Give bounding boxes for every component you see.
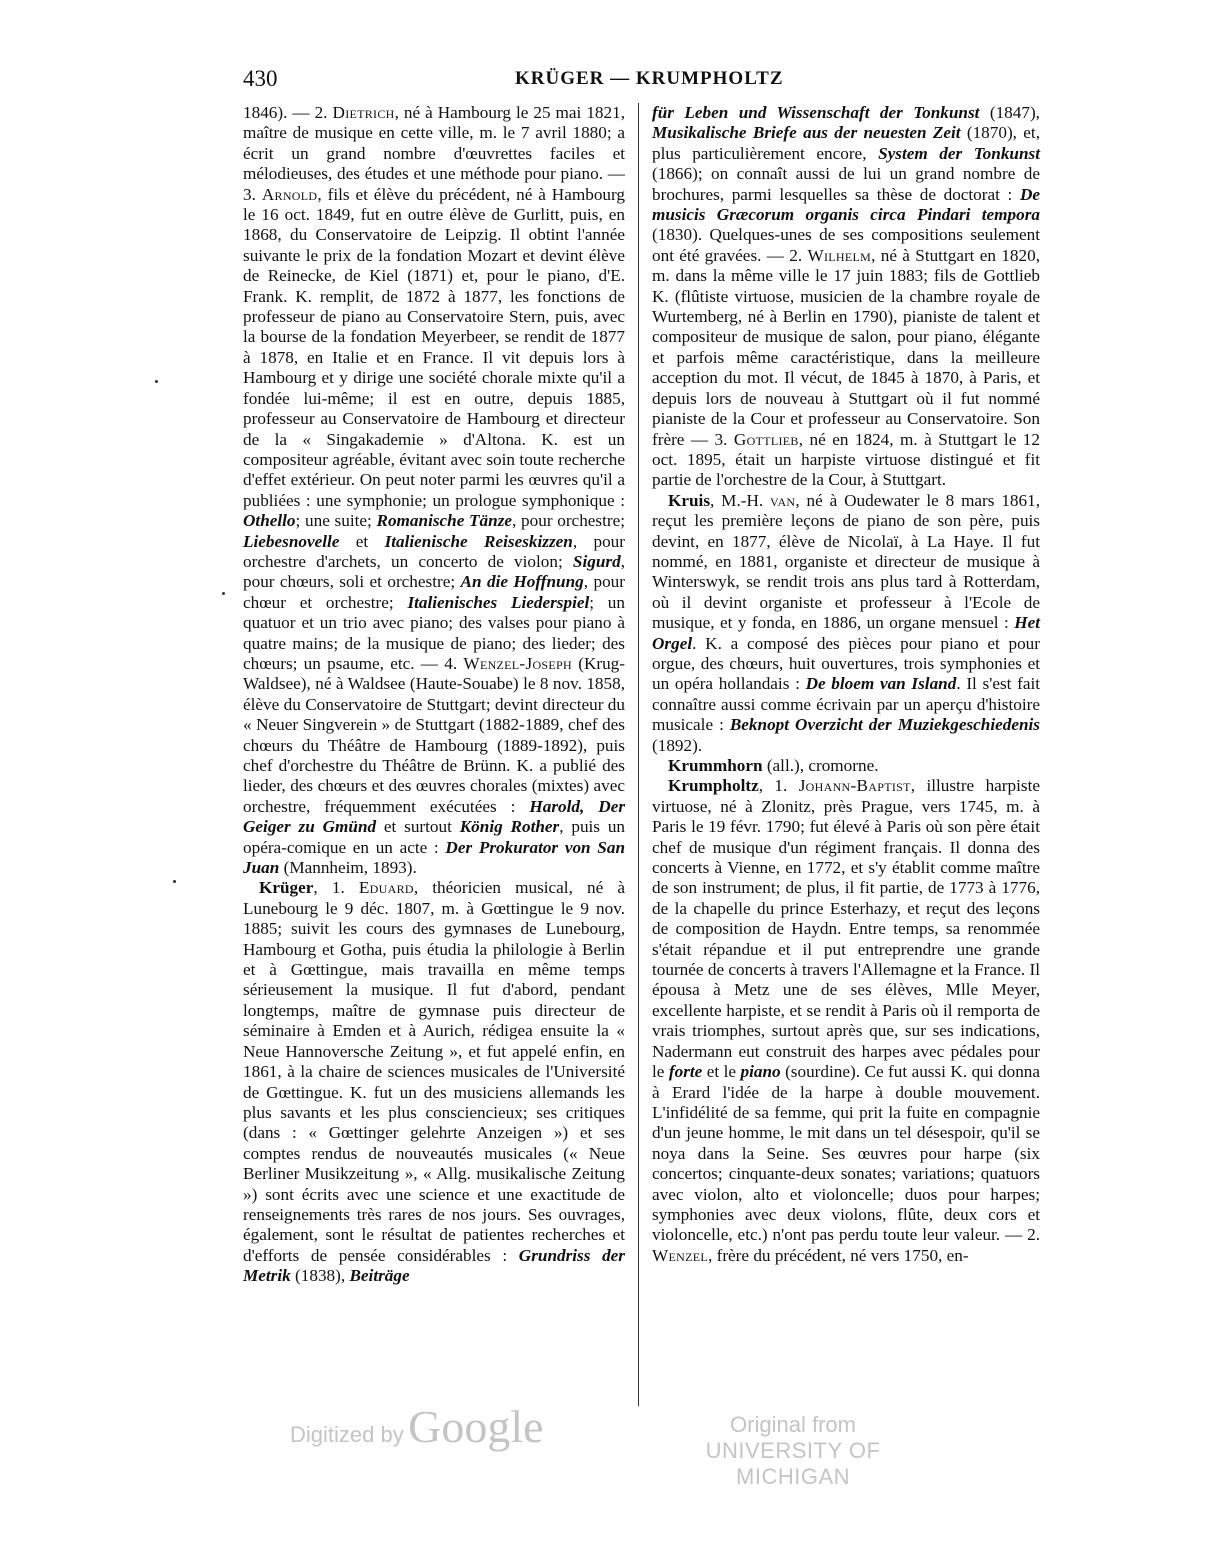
title-othello: Othello xyxy=(243,511,296,531)
title-liederspiel: Italienisches Liederspiel xyxy=(407,592,590,612)
name-johann-baptist: Johann-Baptist xyxy=(798,776,911,796)
title-romanische-tanze: Romanische Tänze xyxy=(376,511,513,531)
title-leben: für Leben und Wissenschaft der Tonkunst xyxy=(652,103,980,122)
title-grundriss: Grundriss der Metrik xyxy=(243,1245,625,1286)
page-number: 430 xyxy=(243,66,278,91)
entry-kruger: Krüger, 1. Eduard, théoricien musical, né à Lunebourg le 9 déc. 1807, m. à Gœttingue le 9 nov. 1885; suivit les cours des gymnases de Lunebourg, Hambourg et Gotha, puis étudia la philologie à Berlin et à Gœttingue, mais travailla en même temps sérieusement la musique. Il fut d'abord, pendant longtemps, maître de gymnase puis directeur de séminaire à Emden et à Aurich, rédigea ensuite la « Neue Hannoversche Zeitung », et fut appelé enfin, en 1861, à la chaire de sciences musicales de l'Université de Gœttingue. K. fut un des musiciens allemands les plus savants et les plus consciencieux; ses critiques (dans : « Gœttinger gelehrte Anzeigen ») et ses comptes rendus de nouveautés musicales (« Neue Berliner Musikzeitung », « Allg. musikalische Zeitung ») sont écrits avec une science et une exactitude de renseignements très rares de nos jours. Ses ouvrages, également, sont le résultat de patientes recherches et d'efforts de pensée considérables : Grundriss der Metrik (1838), Beiträge xyxy=(243,878,625,1286)
title-liebesnovelle: Liebesnovelle xyxy=(243,531,340,551)
left-column xyxy=(243,103,625,1287)
entry-kruger-continued: 1846). — 2. Dietrich, né à Hambourg le 25 mai 1821, maître de musique en cette ville, m. le 7 avril 1880; a écrit un grand nombre d'œuvrettes faciles et mélodieuses, des études et une méthode pour piano. — 3. Arnold, fils et élève du précédent, né à Hambourg le 16 oct. 1849, fut en outre élève de Gurlitt, puis, en 1868, du Conservatoire de Leipzig. Il obtint l'année suivante le prix de la fondation Mozart et devint élève de Reinecke, de Kiel (1871) et, pour le piano, d'E. Frank. K. remplit, de 1872 à 1877, les fonctions de professeur de piano au Conservatoire Stern, puis, avec la bourse de la fondation Meyerbeer, se rendit de 1877 à 1878, en Italie et en France. Il vit depuis lors à Hambourg et y dirige une société chorale mixte qu'il a fondée lui-même; il est en outre, depuis 1885, professeur au Conservatoire de Hambourg et directeur de la « Singakademie » d'Altona. K. est un compositeur agréable, évitant avec soin toute recherche d'effet extérieur. On peut noter parmi les œuvres qu'il a publiées : une symphonie; un prologue symphonique : Othello; une suite; Romanische Tänze, pour orchestre; Liebesnovelle et Italienische Reiseskizzen, pour orchestre d'archets, un concerto de violon; Sigurd, pour chœurs, soli et orchestre; An die Hoffnung, pour chœur et orchestre; Italienisches Liederspiel; un quatuor et un trio avec piano; des valses pour piano à quatre mains; de la musique de piano; des lieder; des chœurs; un psaume, etc. — 4. Wenzel-Joseph (Krug-Waldsee), né à Waldsee (Haute-Souabe) le 8 nov. 1858, élève du Conservatoire de Stuttgart; devint directeur du « Neuer Singverein » de Stuttgart (1882-1889, chef des chœurs du Théâtre de Hambourg (1889-1892), puis chef d'orchestre du Théâtre de Brünn. K. a publié des lieder, des chœurs et des œuvres chorales (mixtes) avec orchestre, fréquemment exécutées : Harold, Der Geiger zu Gmünd et surtout König Rother, puis un opéra-comique en un acte : Der Prokurator von San Juan (Mannheim, 1893). xyxy=(243,103,626,878)
title-beknopt: Beknopt Overzicht der Muziekgeschiedenis xyxy=(729,715,1040,735)
title-het-orgel: Het Orgel xyxy=(652,613,1040,653)
entry-krummhorn: Krummhorn (all.), cromorne. xyxy=(668,756,879,775)
google-logo: Google xyxy=(408,1401,544,1452)
name-dietrich: Dietrich xyxy=(332,103,395,122)
entry-krumpholtz: Krumpholtz, 1. Johann-Baptist, illustre harpiste virtuose, né à Zlonitz, près Prague, vers 1745, m. à Paris le 19 févr. 1790; fut élevé à Paris où son père était chef de musique d'un régiment français. Il donna des concerts à Vienne, en 1772, et s'y établit comme maître de son instrument; de plus, il fit partie, de 1773 à 1776, de la chapelle du prince Esterhazy, et reçut des leçons de composition de Haydn. Entre temps, sa renommée s'était répandue et il put entreprendre une grande tournée de concerts à travers l'Allemagne et la France. Il épousa à Metz une de ses élèves, Mlle Meyer, excellente harpiste, et se rendit à Paris où il remporta de vrais triomphes, surtout après que, sur ses indications, Nadermann eut construit des harpes avec pédales pour le forte et le piano (sourdine). Ce fut aussi K. qui donna à Erard l'idée de la harpe à double mouvement. L'infidélité de sa femme, qui prit la fuite en compagnie d'un jeune homme, le mit dans un tel désespoir, qu'il se noya dans la Seine. Ses œuvres pour harpe (six concertos; cinquante-deux sonates; variations; quatuors avec violon, alto et violoncelle; duos pour harpes; symphonies avec deux violons, flûte, deux cors et violoncelle, etc.) n'ont pas perdu toute leur valeur. — 2. Wenzel, frère du précédent, né vers 1750, en- xyxy=(652,776,1041,1265)
title-konig-rother: König Rother xyxy=(459,817,560,837)
title-an-die-hoffnung: An die Hoffnung xyxy=(460,572,584,592)
headword-kruis: Kruis xyxy=(668,490,711,510)
running-head: KRÜGER — KRUMPHOLTZ xyxy=(515,68,784,89)
title-prokurator: Der Prokurator von San Juan xyxy=(243,837,626,878)
scan-speck xyxy=(222,592,225,595)
entry-kruger-continued-right: für Leben und Wissenschaft der Tonkunst (1847), Musikalische Briefe aus der neuesten Zeit (1870), et, plus particulièrement encore, System der Tonkunst (1866); on connaît aussi de lui un grand nombre de brochures, parmi lesquelles sa thèse de doctorat : De musicis Græcorum organis circa Pindari tempora (1830). Quelques-unes de ses compositions seulement ont été gravées. — 2. Wilhelm, né à Stuttgart en 1820, m. dans la même ville le 17 juin 1883; fils de Gottlieb K. (flûtiste virtuose, musicien de la chambre royale de Wurtemberg, né à Berlin en 1790), pianiste de talent et compositeur de musique de salon, pour piano, élégante et parfois même caractéristique, dans la meilleure acception du mot. Il vécut, de 1845 à 1870, à Paris, et depuis lors de nouveau à Stuttgart où il fut nommé pianiste de la Cour et professeur au Conservatoire. Son frère — 3. Gottlieb, né en 1824, m. à Stuttgart le 12 oct. 1895, était un harpiste virtuose distingué et fit partie de l'orchestre de la Cour, à Stuttgart. xyxy=(652,103,1040,490)
term-piano: piano xyxy=(740,1062,781,1082)
title-de-bloem: De bloem van Island xyxy=(805,674,957,694)
column-rule xyxy=(638,103,639,1406)
name-van: van xyxy=(770,490,796,510)
scan-speck xyxy=(173,880,176,883)
original-from-watermark xyxy=(668,1412,918,1490)
headword-krummhorn: Krummhorn xyxy=(668,756,763,775)
name-wilhelm: Wilhelm xyxy=(807,245,872,265)
title-musikalische-briefe: Musikalische Briefe aus der neuesten Zeit xyxy=(652,123,961,143)
entry-kruis: Kruis, M.-H. van, né à Oudewater le 8 mars 1861, reçut les première leçons de piano de son père, puis devint, en 1877, élève de Nicolaï, à La Haye. Il fut nommé, en 1881, organiste et directeur de musique à Winterswyk, se rendit trois ans plus tard à Rotterdam, où il devint organiste et professeur à l'Ecole de musique, et y fonda, en 1886, un organe mensuel : Het Orgel. K. a composé des pièces pour piano et pour orgue, des chœurs, huit ouvertures, trois symphonies et un opéra hollandais : De bloem van Island. Il s'est fait connaître aussi comme écrivain par un aperçu d'histoire musicale : Beknopt Overzicht der Muziekgeschiedenis (1892). xyxy=(652,490,1041,755)
scan-speck xyxy=(155,380,158,383)
headword-kruger: Krüger xyxy=(259,878,314,898)
digitized-by-google-watermark xyxy=(290,1400,544,1453)
headword-krumpholtz: Krumpholtz xyxy=(668,776,759,796)
name-wenzel: Wenzel xyxy=(652,1245,709,1265)
name-wenzel-joseph: Wenzel-Joseph xyxy=(463,653,572,673)
digitized-by-text: Digitized by xyxy=(290,1422,404,1447)
title-de-musicis: De musicis Græcorum organis circa Pindari tempora xyxy=(652,184,1040,225)
university-text: UNIVERSITY OF MICHIGAN xyxy=(705,1438,881,1489)
name-eduard: Eduard xyxy=(358,878,414,898)
title-harold: Harold, Der Geiger zu Gmünd xyxy=(243,796,626,837)
title-italienische-reiseskizzen: Italienische Reiseskizzen xyxy=(384,531,573,551)
right-column xyxy=(652,103,1040,1266)
title-sigurd: Sigurd xyxy=(572,551,621,571)
title-system: System der Tonkunst xyxy=(878,143,1040,163)
original-from-text: Original from xyxy=(730,1412,856,1437)
title-beitrage: Beiträge xyxy=(349,1266,410,1286)
term-forte: forte xyxy=(668,1062,703,1082)
name-arnold: Arnold xyxy=(261,184,318,204)
name-gottlieb: Gottlieb xyxy=(733,429,799,449)
